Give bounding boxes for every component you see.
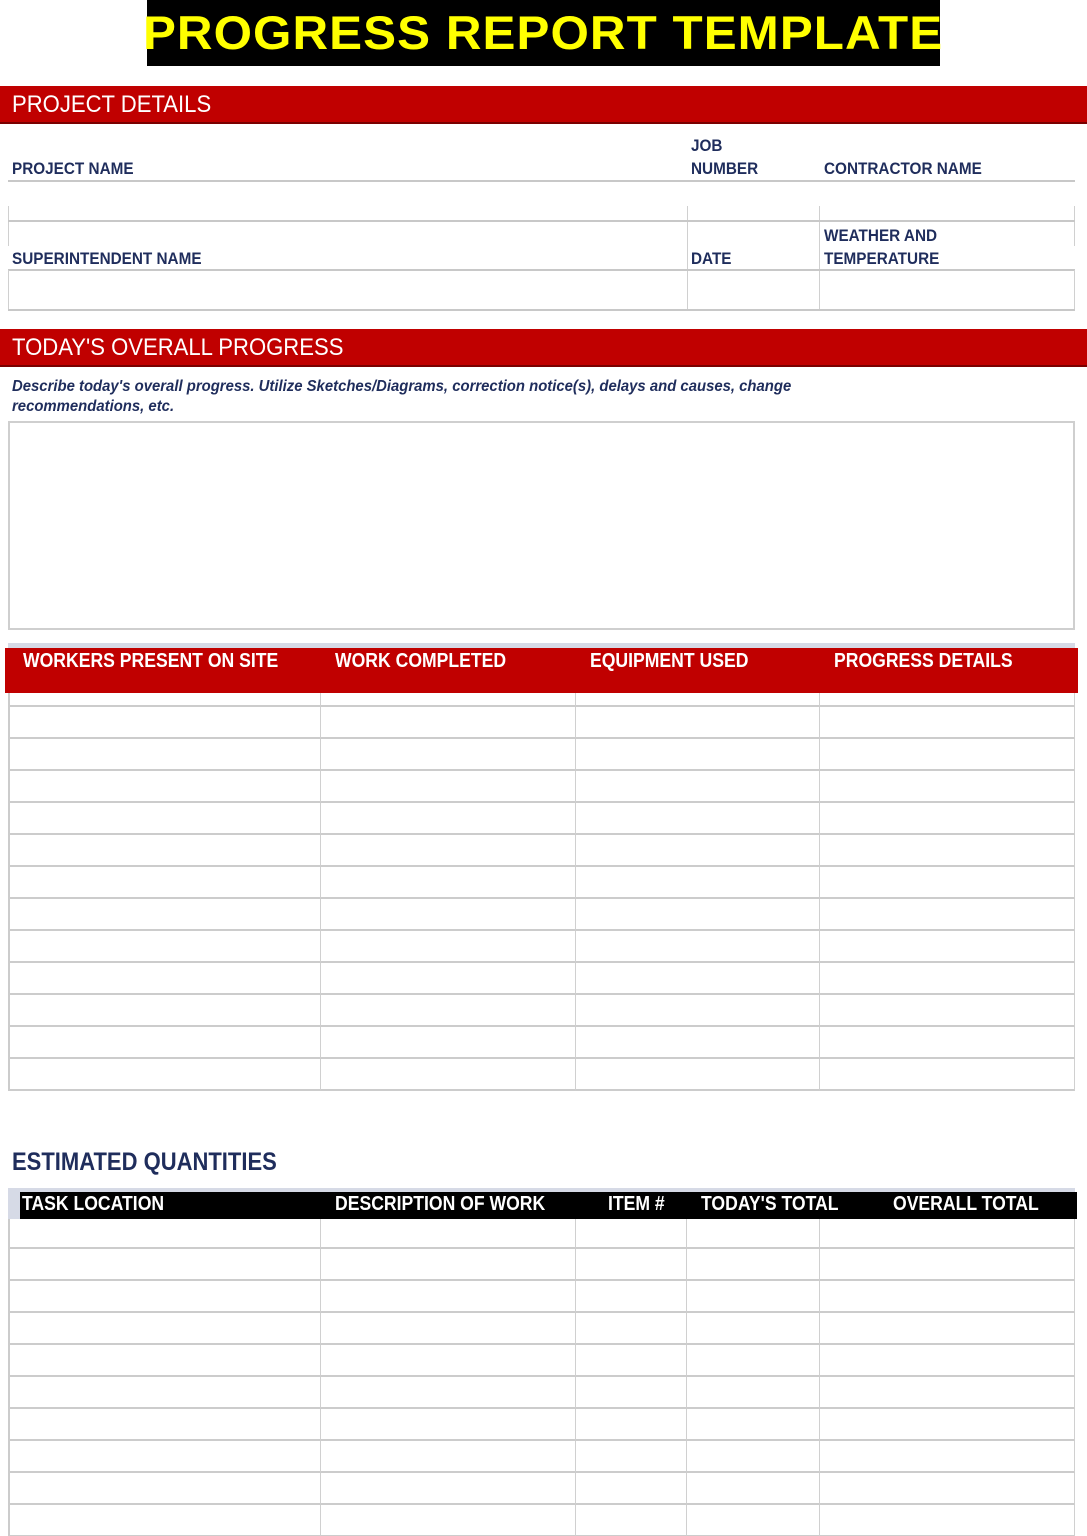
date-field[interactable] [688,271,819,309]
progress-table-cell[interactable] [820,693,1075,707]
quantities-table-cell[interactable] [687,1249,820,1281]
progress-table-cell[interactable] [820,835,1075,867]
quantities-table-cell[interactable] [8,1219,321,1249]
progress-table-cell[interactable] [576,1059,820,1091]
superintendent-name-label: SUPERINTENDENT NAME [12,249,202,268]
progress-table-cell[interactable] [8,739,321,771]
column-header-equipment: EQUIPMENT USED [590,650,749,672]
progress-table-cell[interactable] [8,835,321,867]
column-header-workers: WORKERS PRESENT ON SITE [23,650,279,672]
quantities-table-cell[interactable] [576,1505,687,1536]
progress-table-cell[interactable] [8,1059,321,1091]
progress-table-cell[interactable] [8,771,321,803]
progress-table-cell[interactable] [321,963,576,995]
section-header-project-details [0,86,1087,124]
quantities-table-cell[interactable] [687,1345,820,1377]
quantities-table-cell[interactable] [321,1249,576,1281]
progress-table-cell[interactable] [321,1027,576,1059]
section-title: PROJECT DETAILS [12,91,212,118]
progress-table-cell[interactable] [576,963,820,995]
progress-table-cell[interactable] [820,739,1075,771]
progress-table-cell[interactable] [321,803,576,835]
progress-instructions: Describe today's overall progress. Utilize Sketches/Diagrams, correction notice(s), delays and causes, change recommendations, etc. [12,378,792,415]
column-header-task-location: TASK LOCATION [22,1193,165,1215]
document-title-text: PROGRESS REPORT TEMPLATE [143,6,944,59]
quantities-table-cell[interactable] [576,1441,687,1473]
progress-table-cell[interactable] [576,739,820,771]
progress-table-cell[interactable] [321,899,576,931]
quantities-table-cell[interactable] [820,1281,1075,1313]
progress-table-cell[interactable] [321,707,576,739]
quantities-table-cell[interactable] [576,1249,687,1281]
progress-table-cell[interactable] [321,1059,576,1091]
table-corner [8,1188,20,1219]
quantities-table-cell[interactable] [820,1249,1075,1281]
quantities-table-cell[interactable] [820,1313,1075,1345]
document-title [143,0,944,66]
quantities-table-cell[interactable] [576,1345,687,1377]
superintendent-name-field[interactable] [9,271,687,309]
weather-temperature-field[interactable] [820,271,1074,309]
quantities-table-cell[interactable] [576,1281,687,1313]
progress-table-cell[interactable] [321,867,576,899]
progress-table-cell[interactable] [576,771,820,803]
progress-table-cell[interactable] [8,1027,321,1059]
quantities-table-cell[interactable] [687,1505,820,1536]
progress-table-cell[interactable] [576,867,820,899]
progress-table-cell[interactable] [8,963,321,995]
progress-table-cell[interactable] [820,803,1075,835]
quantities-table-cell[interactable] [576,1409,687,1441]
quantities-table-cell[interactable] [8,1505,321,1536]
progress-table-cell[interactable] [8,995,321,1027]
job-number-label: JOB NUMBER [691,136,759,178]
quantities-table-cell[interactable] [576,1473,687,1505]
quantities-table-cell[interactable] [8,1345,321,1377]
progress-table-cell[interactable] [576,899,820,931]
progress-table-cell[interactable] [820,1027,1075,1059]
quantities-table-cell[interactable] [321,1313,576,1345]
progress-table-cell[interactable] [576,931,820,963]
quantities-table-cell[interactable] [687,1313,820,1345]
progress-table-cell[interactable] [321,835,576,867]
progress-table-cell[interactable] [820,995,1075,1027]
progress-table-cell[interactable] [8,899,321,931]
quantities-table-cell[interactable] [321,1441,576,1473]
quantities-table-cell[interactable] [321,1473,576,1505]
quantities-table-cell[interactable] [576,1377,687,1409]
quantities-table-cell[interactable] [687,1219,820,1249]
quantities-table-cell[interactable] [321,1219,576,1249]
estimated-quantities-title: ESTIMATED QUANTITIES [12,1148,277,1176]
quantities-table-cell[interactable] [8,1249,321,1281]
column-header-item-number: ITEM # [608,1193,665,1215]
quantities-table-cell[interactable] [820,1409,1075,1441]
quantities-table-cell[interactable] [8,1409,321,1441]
progress-table-cell[interactable] [820,931,1075,963]
quantities-table-cell[interactable] [576,1313,687,1345]
progress-table-cell[interactable] [576,1027,820,1059]
column-header-description: DESCRIPTION OF WORK [335,1193,546,1215]
quantities-table-cell[interactable] [687,1473,820,1505]
column-header-todays-total: TODAY'S TOTAL [701,1193,839,1215]
quantities-table-cell[interactable] [820,1377,1075,1409]
divider [8,220,1075,222]
quantities-table-cell[interactable] [820,1473,1075,1505]
quantities-table-cell[interactable] [8,1313,321,1345]
progress-table-cell[interactable] [820,899,1075,931]
progress-table-cell[interactable] [820,867,1075,899]
progress-table-cell[interactable] [820,707,1075,739]
quantities-table-cell[interactable] [687,1409,820,1441]
quantities-table-cell[interactable] [321,1409,576,1441]
progress-table-cell[interactable] [576,995,820,1027]
quantities-table-cell[interactable] [576,1219,687,1249]
contractor-name-field[interactable] [820,182,1075,220]
progress-table-cell[interactable] [8,931,321,963]
quantities-table-cell[interactable] [8,1281,321,1313]
quantities-table-cell[interactable] [687,1281,820,1313]
progress-table-cell[interactable] [321,931,576,963]
quantities-table-cell[interactable] [820,1345,1075,1377]
weather-temperature-label: WEATHER AND TEMPERATURE [824,226,940,268]
progress-table-cell[interactable] [321,739,576,771]
section-header-overall-progress [0,329,1087,367]
quantities-table-cell[interactable] [321,1345,576,1377]
quantities-table-cell[interactable] [8,1441,321,1473]
progress-table-cell[interactable] [820,963,1075,995]
divider [8,206,9,246]
quantities-table-cell[interactable] [321,1281,576,1313]
quantities-table-cell[interactable] [820,1219,1075,1249]
quantities-table-cell[interactable] [820,1505,1075,1536]
progress-table-cell[interactable] [576,835,820,867]
progress-table-cell[interactable] [321,995,576,1027]
quantities-table-cell[interactable] [321,1505,576,1536]
divider [8,309,1075,311]
progress-table-cell[interactable] [8,867,321,899]
project-name-field[interactable] [8,182,687,220]
date-label: DATE [691,249,732,268]
progress-table-cell[interactable] [820,771,1075,803]
project-name-label: PROJECT NAME [12,159,134,178]
quantities-table-cell[interactable] [687,1377,820,1409]
progress-table-cell[interactable] [576,803,820,835]
quantities-table-cell[interactable] [687,1441,820,1473]
quantities-table-cell[interactable] [8,1473,321,1505]
progress-table-cell[interactable] [820,1059,1075,1091]
column-header-overall-total: OVERALL TOTAL [893,1193,1039,1215]
job-number-field[interactable] [688,182,819,220]
quantities-table-cell[interactable] [8,1377,321,1409]
progress-table-cell[interactable] [8,693,321,707]
divider [1074,206,1075,246]
divider [1074,270,1075,310]
progress-table-cell[interactable] [321,693,576,707]
column-header-work-completed: WORK COMPLETED [335,650,507,672]
quantities-table-cell[interactable] [820,1441,1075,1473]
contractor-name-label: CONTRACTOR NAME [824,159,982,178]
progress-table-cell[interactable] [576,707,820,739]
column-header-progress-details: PROGRESS DETAILS [834,650,1013,672]
progress-table-cell[interactable] [576,693,820,707]
progress-table-cell[interactable] [321,771,576,803]
quantities-table-cell[interactable] [321,1377,576,1409]
progress-table-cell[interactable] [8,707,321,739]
section-title: TODAY'S OVERALL PROGRESS [12,334,344,361]
overall-progress-textarea[interactable] [8,421,1075,630]
progress-table-cell[interactable] [8,803,321,835]
